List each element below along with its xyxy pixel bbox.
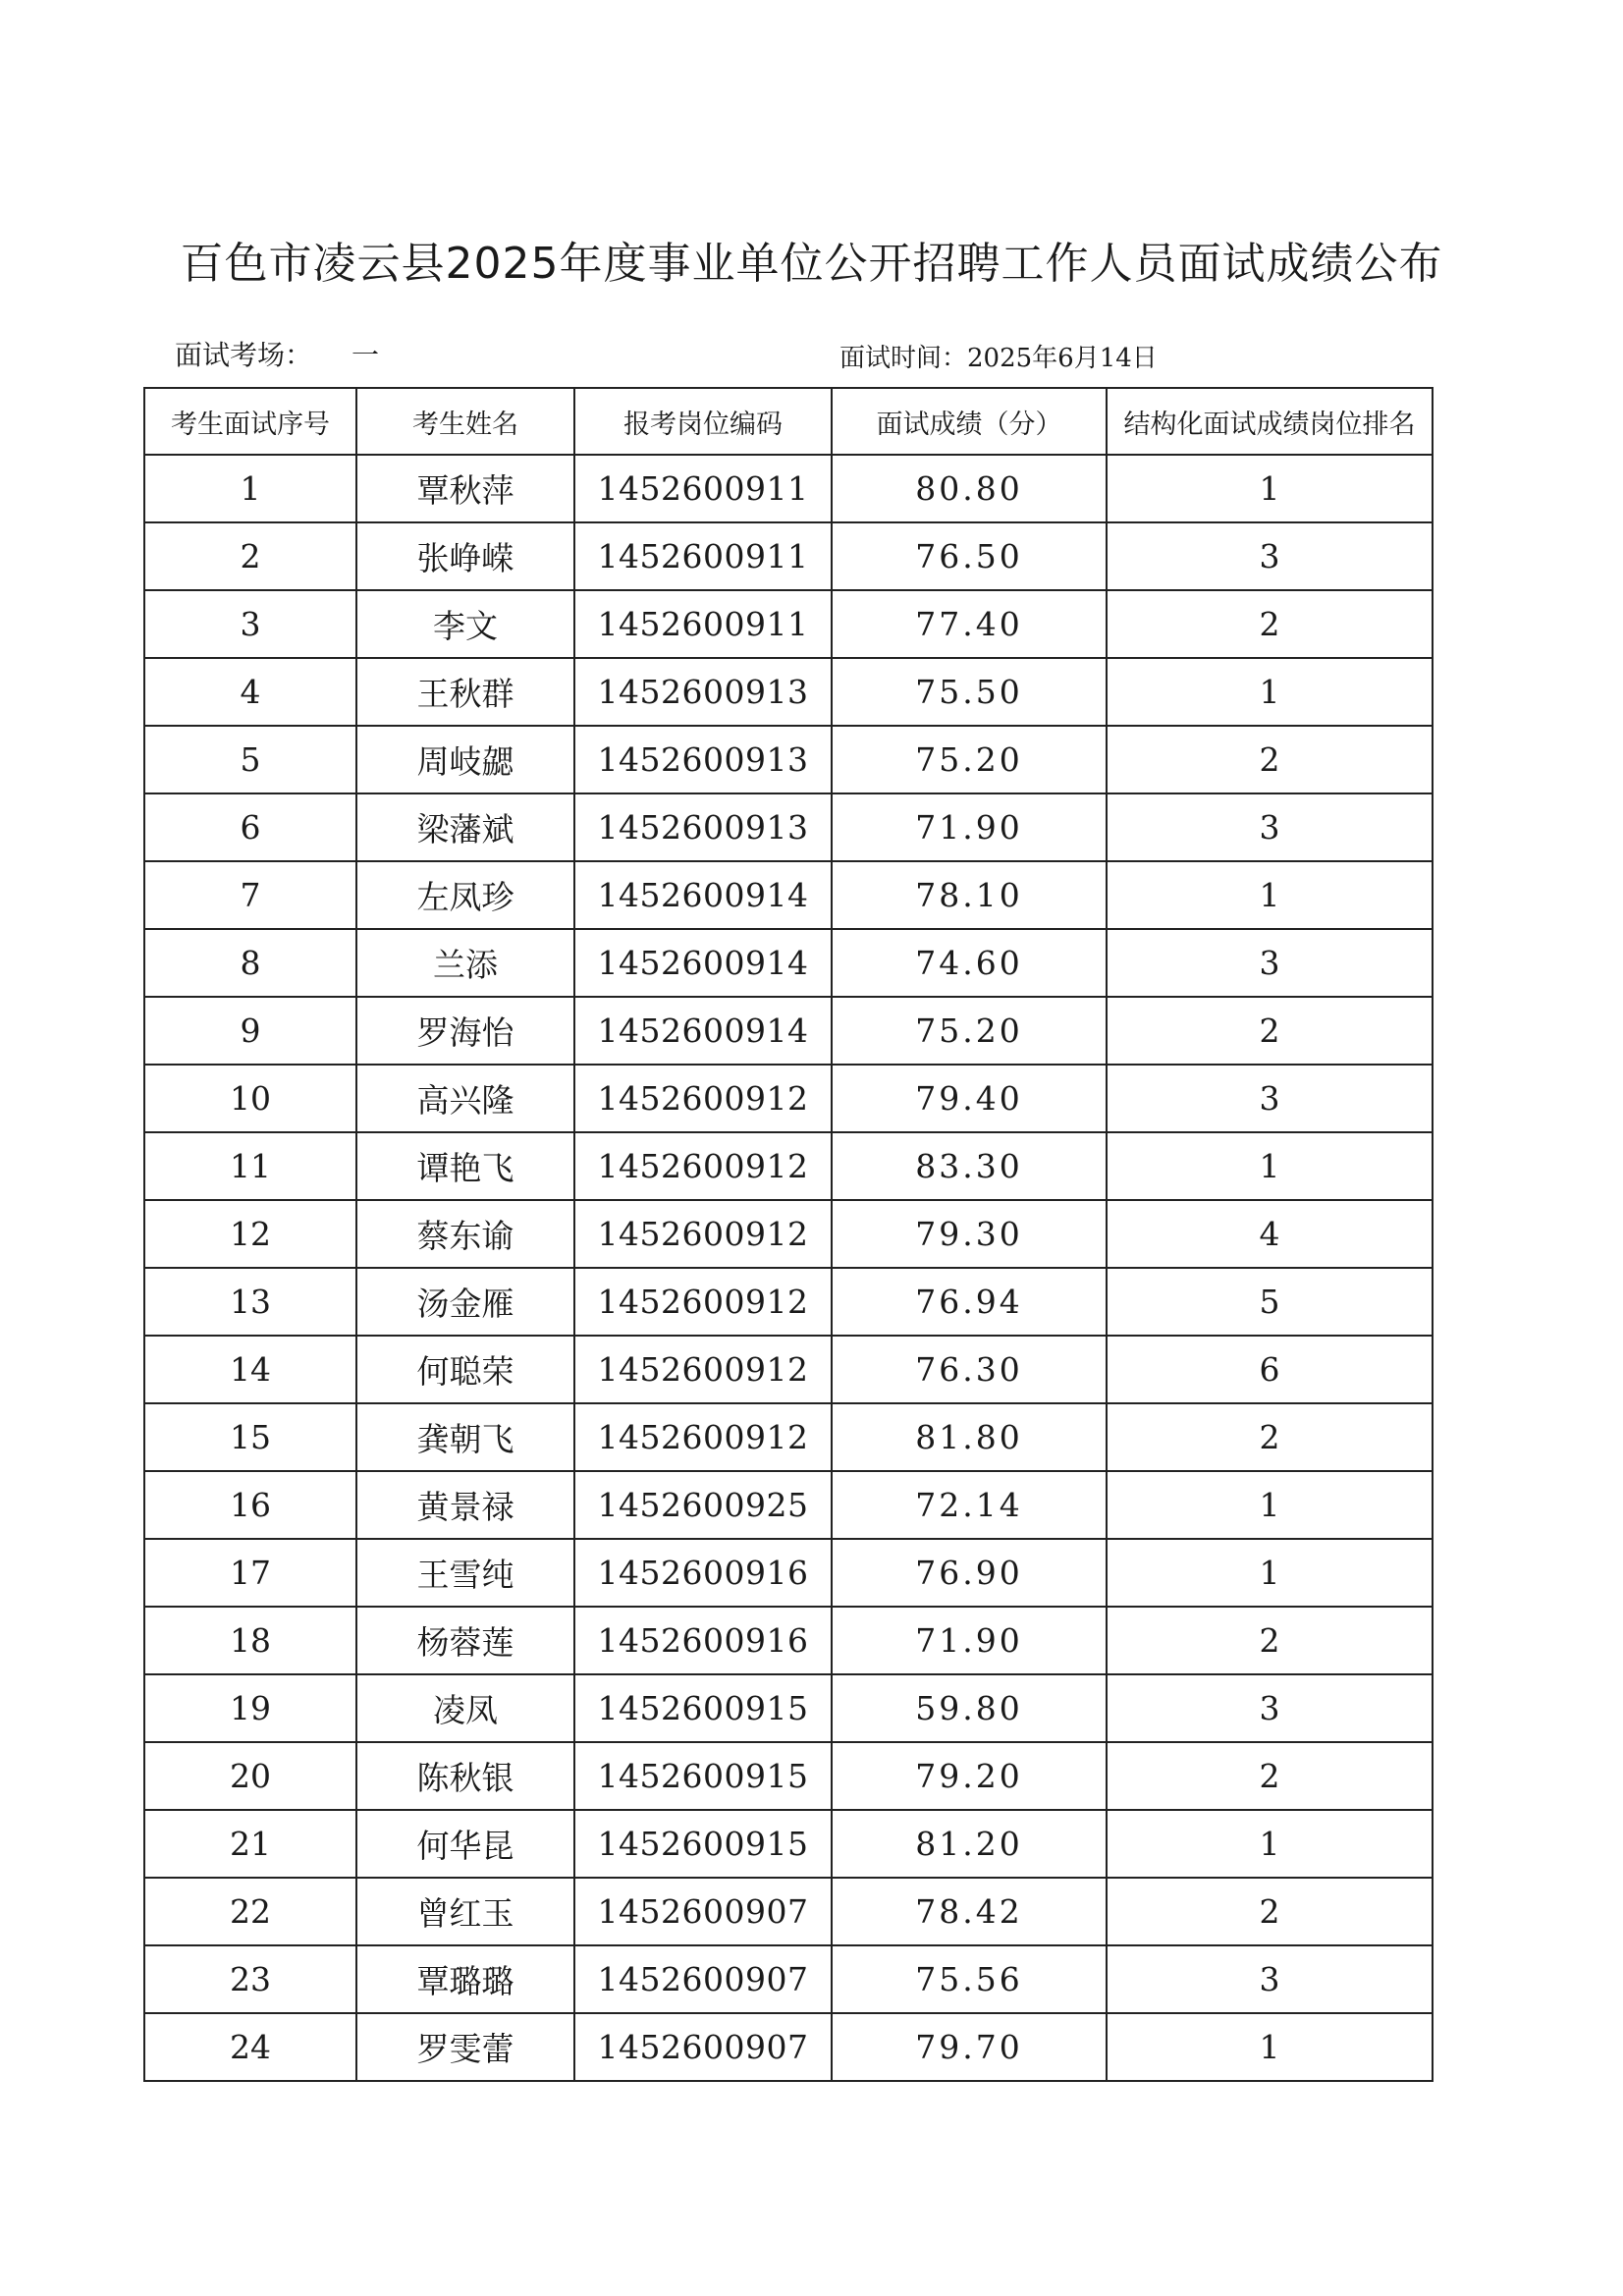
cell-position-code: 1452600907 — [574, 1945, 832, 2013]
cell-rank: 3 — [1107, 1065, 1433, 1132]
cell-seq: 19 — [144, 1674, 356, 1742]
table-row — [144, 1200, 1433, 1268]
cell-seq: 14 — [144, 1336, 356, 1403]
table-row — [144, 1336, 1433, 1403]
cell-position-code: 1452600912 — [574, 1336, 832, 1403]
table-row — [144, 2013, 1433, 2081]
cell-position-code: 1452600911 — [574, 590, 832, 658]
cell-name: 梁藩斌 — [356, 793, 574, 861]
table-row — [144, 1607, 1433, 1674]
table-row — [144, 929, 1433, 997]
header-rank: 结构化面试成绩岗位排名 — [1107, 388, 1433, 455]
cell-seq: 9 — [144, 997, 356, 1065]
cell-rank: 1 — [1107, 1539, 1433, 1607]
cell-name: 覃璐璐 — [356, 1945, 574, 2013]
table-row — [144, 793, 1433, 861]
table-header-row — [144, 388, 1433, 455]
cell-name: 谭艳飞 — [356, 1132, 574, 1200]
cell-position-code: 1452600915 — [574, 1674, 832, 1742]
cell-rank: 3 — [1107, 793, 1433, 861]
cell-seq: 16 — [144, 1471, 356, 1539]
cell-score: 71.90 — [832, 793, 1107, 861]
cell-seq: 2 — [144, 522, 356, 590]
cell-position-code: 1452600916 — [574, 1539, 832, 1607]
cell-score: 75.20 — [832, 997, 1107, 1065]
table-row — [144, 1268, 1433, 1336]
cell-name: 黄景禄 — [356, 1471, 574, 1539]
cell-score: 77.40 — [832, 590, 1107, 658]
cell-name: 兰添 — [356, 929, 574, 997]
cell-name: 李文 — [356, 590, 574, 658]
page-title: 百色市凌云县2025年度事业单位公开招聘工作人员面试成绩公布 — [180, 239, 1443, 289]
cell-score: 81.20 — [832, 1810, 1107, 1878]
cell-name: 罗海怡 — [356, 997, 574, 1065]
cell-name: 张峥嵘 — [356, 522, 574, 590]
cell-rank: 2 — [1107, 726, 1433, 793]
cell-seq: 13 — [144, 1268, 356, 1336]
cell-name: 王秋群 — [356, 658, 574, 726]
cell-rank: 1 — [1107, 1132, 1433, 1200]
venue-info — [175, 334, 379, 373]
cell-seq: 18 — [144, 1607, 356, 1674]
cell-position-code: 1452600914 — [574, 861, 832, 929]
cell-rank: 1 — [1107, 455, 1433, 522]
table-row — [144, 1132, 1433, 1200]
cell-name: 陈秋银 — [356, 1742, 574, 1810]
cell-name: 罗雯蕾 — [356, 2013, 574, 2081]
cell-position-code: 1452600913 — [574, 658, 832, 726]
cell-seq: 17 — [144, 1539, 356, 1607]
cell-position-code: 1452600912 — [574, 1065, 832, 1132]
interview-date: 面试时间：2025年6月14日 — [839, 344, 1158, 373]
cell-position-code: 1452600912 — [574, 1132, 832, 1200]
cell-seq: 7 — [144, 861, 356, 929]
table-body — [144, 455, 1433, 2081]
cell-rank: 1 — [1107, 1810, 1433, 1878]
cell-seq: 10 — [144, 1065, 356, 1132]
table-row — [144, 1065, 1433, 1132]
cell-position-code: 1452600916 — [574, 1607, 832, 1674]
cell-position-code: 1452600925 — [574, 1471, 832, 1539]
cell-rank: 1 — [1107, 861, 1433, 929]
table-row — [144, 1674, 1433, 1742]
cell-position-code: 1452600914 — [574, 929, 832, 997]
cell-score: 78.10 — [832, 861, 1107, 929]
table-row — [144, 1539, 1433, 1607]
table-row — [144, 522, 1433, 590]
cell-name: 何华昆 — [356, 1810, 574, 1878]
cell-name: 蔡东谕 — [356, 1200, 574, 1268]
cell-rank: 2 — [1107, 1403, 1433, 1471]
cell-score: 71.90 — [832, 1607, 1107, 1674]
cell-score: 75.50 — [832, 658, 1107, 726]
cell-name: 覃秋萍 — [356, 455, 574, 522]
table-row — [144, 1810, 1433, 1878]
cell-seq: 11 — [144, 1132, 356, 1200]
cell-position-code: 1452600907 — [574, 1878, 832, 1945]
cell-rank: 3 — [1107, 1674, 1433, 1742]
cell-score: 74.60 — [832, 929, 1107, 997]
cell-seq: 4 — [144, 658, 356, 726]
cell-name: 何聪荣 — [356, 1336, 574, 1403]
table-row — [144, 1742, 1433, 1810]
cell-position-code: 1452600911 — [574, 455, 832, 522]
header-name: 考生姓名 — [356, 388, 574, 455]
cell-score: 75.56 — [832, 1945, 1107, 2013]
venue-value: 一 — [352, 339, 380, 371]
cell-name: 曾红玉 — [356, 1878, 574, 1945]
cell-seq: 6 — [144, 793, 356, 861]
cell-position-code: 1452600914 — [574, 997, 832, 1065]
table-row — [144, 1878, 1433, 1945]
cell-rank: 2 — [1107, 997, 1433, 1065]
cell-position-code: 1452600912 — [574, 1268, 832, 1336]
cell-rank: 1 — [1107, 1471, 1433, 1539]
cell-seq: 8 — [144, 929, 356, 997]
cell-score: 81.80 — [832, 1403, 1107, 1471]
cell-score: 76.94 — [832, 1268, 1107, 1336]
cell-rank: 1 — [1107, 658, 1433, 726]
cell-score: 76.50 — [832, 522, 1107, 590]
cell-position-code: 1452600913 — [574, 726, 832, 793]
cell-rank: 2 — [1107, 1878, 1433, 1945]
cell-score: 72.14 — [832, 1471, 1107, 1539]
table-row — [144, 658, 1433, 726]
cell-rank: 3 — [1107, 1945, 1433, 2013]
cell-seq: 15 — [144, 1403, 356, 1471]
cell-position-code: 1452600915 — [574, 1742, 832, 1810]
cell-position-code: 1452600912 — [574, 1403, 832, 1471]
cell-position-code: 1452600915 — [574, 1810, 832, 1878]
cell-name: 凌凤 — [356, 1674, 574, 1742]
header-code: 报考岗位编码 — [574, 388, 832, 455]
cell-name: 王雪纯 — [356, 1539, 574, 1607]
cell-seq: 5 — [144, 726, 356, 793]
cell-name: 周岐勰 — [356, 726, 574, 793]
table-row — [144, 1403, 1433, 1471]
cell-rank: 2 — [1107, 590, 1433, 658]
cell-score: 80.80 — [832, 455, 1107, 522]
cell-name: 杨蓉莲 — [356, 1607, 574, 1674]
cell-rank: 6 — [1107, 1336, 1433, 1403]
venue-label: 面试考场： — [175, 339, 313, 371]
cell-position-code: 1452600913 — [574, 793, 832, 861]
cell-position-code: 1452600912 — [574, 1200, 832, 1268]
cell-score: 59.80 — [832, 1674, 1107, 1742]
cell-rank: 2 — [1107, 1742, 1433, 1810]
header-score: 面试成绩（分） — [832, 388, 1107, 455]
cell-score: 79.20 — [832, 1742, 1107, 1810]
cell-score: 79.70 — [832, 2013, 1107, 2081]
cell-seq: 24 — [144, 2013, 356, 2081]
header-seq: 考生面试序号 — [144, 388, 356, 455]
table-row — [144, 1471, 1433, 1539]
cell-score: 76.90 — [832, 1539, 1107, 1607]
cell-rank: 4 — [1107, 1200, 1433, 1268]
table-row — [144, 997, 1433, 1065]
cell-rank: 5 — [1107, 1268, 1433, 1336]
table-row — [144, 455, 1433, 522]
cell-score: 75.20 — [832, 726, 1107, 793]
score-table — [143, 387, 1434, 2082]
cell-seq: 21 — [144, 1810, 356, 1878]
cell-seq: 12 — [144, 1200, 356, 1268]
cell-seq: 1 — [144, 455, 356, 522]
cell-rank: 3 — [1107, 929, 1433, 997]
cell-seq: 3 — [144, 590, 356, 658]
table-row — [144, 861, 1433, 929]
cell-score: 79.30 — [832, 1200, 1107, 1268]
cell-seq: 23 — [144, 1945, 356, 2013]
cell-score: 76.30 — [832, 1336, 1107, 1403]
cell-position-code: 1452600911 — [574, 522, 832, 590]
cell-name: 高兴隆 — [356, 1065, 574, 1132]
table-row — [144, 1945, 1433, 2013]
cell-seq: 20 — [144, 1742, 356, 1810]
cell-rank: 3 — [1107, 522, 1433, 590]
cell-name: 汤金雁 — [356, 1268, 574, 1336]
table-row — [144, 590, 1433, 658]
cell-seq: 22 — [144, 1878, 356, 1945]
cell-rank: 2 — [1107, 1607, 1433, 1674]
cell-name: 龚朝飞 — [356, 1403, 574, 1471]
table-row — [144, 726, 1433, 793]
cell-score: 83.30 — [832, 1132, 1107, 1200]
cell-score: 78.42 — [832, 1878, 1107, 1945]
cell-score: 79.40 — [832, 1065, 1107, 1132]
cell-position-code: 1452600907 — [574, 2013, 832, 2081]
cell-rank: 1 — [1107, 2013, 1433, 2081]
cell-name: 左凤珍 — [356, 861, 574, 929]
